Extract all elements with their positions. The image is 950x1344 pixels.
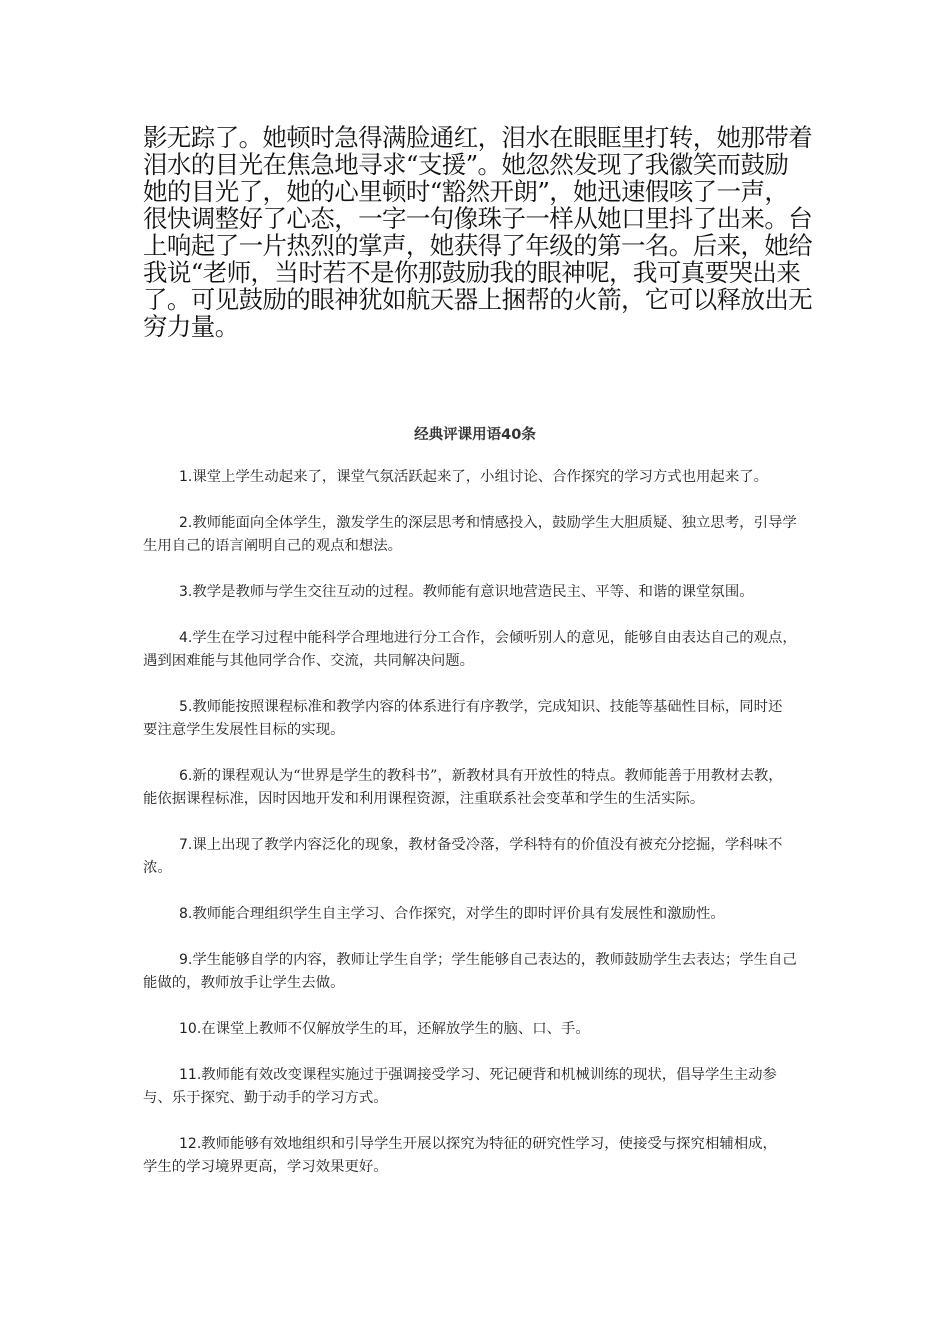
item-continuation: 能依据课程标准，因时因地开发和利用课程资源，注重联系社会变革和学生的生活实际。 (143, 791, 705, 807)
item-text: 学生能够自学的内容，教师让学生自学；学生能够自己表达的，教师鼓励学生去表达；学生自己 (192, 952, 797, 968)
item-number: 5. (179, 699, 193, 715)
item-continuation: 生用自己的语言阐明自己的观点和想法。 (143, 538, 403, 554)
item-first-line (143, 903, 815, 926)
list-item (143, 903, 815, 926)
item-first-line (143, 696, 815, 719)
intro-line: 她的目光了，她的心里顿时“豁然开朗”，她迅速假咳了一声， (143, 177, 789, 206)
item-text: 教学是教师与学生交往互动的过程。教师能有意识地营造民主、平等、和谐的课堂氛围。 (192, 584, 754, 600)
item-number: 12. (179, 1136, 202, 1152)
item-continuation: 能做的，教师放手让学生去做。 (143, 975, 345, 991)
item-number: 3. (179, 584, 193, 600)
evaluation-list (143, 466, 815, 1202)
list-item (143, 466, 815, 489)
item-continuation: 与、乐于探究、勤于动手的学习方式。 (143, 1090, 388, 1106)
item-number: 2. (179, 515, 193, 531)
intro-line: 上响起了一片热烈的掌声，她获得了年级的第一名。后来，她给 (143, 231, 813, 260)
item-continuation: 要注意学生发展性目标的实现。 (143, 722, 345, 738)
list-item (143, 949, 815, 995)
item-first-line (143, 765, 815, 788)
item-number: 8. (179, 906, 193, 922)
list-item (143, 765, 815, 811)
list-item (143, 696, 815, 742)
list-item (143, 1018, 815, 1041)
item-number: 6. (179, 768, 193, 784)
item-text: 教师能有效改变课程实施过于强调接受学习、死记硬背和机械训练的现状，倡导学生主动参 (201, 1067, 777, 1083)
item-number: 10. (179, 1021, 202, 1037)
list-item (143, 581, 815, 604)
item-first-line (143, 1018, 815, 1041)
item-continuation: 遇到困难能与其他同学合作、交流，共同解决问题。 (143, 653, 474, 669)
item-number: 1. (179, 469, 193, 485)
item-first-line (143, 834, 815, 857)
item-text: 教师能按照课程标准和教学内容的体系进行有序教学，完成知识、技能等基础性目标，同时还 (192, 699, 783, 715)
list-item (143, 834, 815, 880)
item-text: 教师能面向全体学生，激发学生的深层思考和情感投入，鼓励学生大胆质疑、独立思考，引导学 (192, 515, 797, 531)
item-number: 9. (179, 952, 193, 968)
item-first-line (143, 512, 815, 535)
intro-line: 影无踪了。她顿时急得满脸通红，泪水在眼眶里打转，她那带着 (143, 123, 813, 152)
item-first-line (143, 627, 815, 650)
intro-line: 泪水的目光在焦急地寻求“支援”。她忽然发现了我徽笑而鼓励 (143, 150, 789, 179)
item-text: 在课堂上教师不仅解放学生的耳，还解放学生的脑、口、手。 (201, 1021, 590, 1037)
item-first-line (143, 1064, 815, 1087)
intro-line: 了。可见鼓励的眼神犹如航天器上捆帮的火箭，它可以释放出无 (143, 285, 813, 314)
item-continuation: 浓。 (143, 860, 172, 876)
item-text: 课上出现了教学内容泛化的现象，教材备受冷落，学科特有的价值没有被充分挖掘，学科味不 (192, 837, 783, 853)
item-first-line (143, 949, 815, 972)
section-title: 经典评课用语40条 (414, 427, 536, 443)
item-text: 新的课程观认为“世界是学生的教科书”，新教材具有开放性的特点。教师能善于用教材去教， (192, 768, 783, 784)
item-first-line (143, 581, 815, 604)
item-first-line (143, 1133, 815, 1156)
item-number: 11. (179, 1067, 202, 1083)
item-first-line (143, 466, 815, 489)
intro-line: 我说“老师，当时若不是你那鼓励我的眼神呢，我可真要哭出来 (143, 258, 801, 287)
list-item (143, 627, 815, 673)
item-text: 教师能合理组织学生自主学习、合作探究，对学生的即时评价具有发展性和激励性。 (192, 906, 725, 922)
intro-line: 穷力量。 (143, 312, 239, 341)
item-text: 课堂上学生动起来了，课堂气氛活跃起来了，小组讨论、合作探究的学习方式也用起来了。 (192, 469, 768, 485)
item-number: 7. (179, 837, 193, 853)
item-text: 学生在学习过程中能科学合理地进行分工合作，会倾听别人的意见，能够自由表达自己的观点， (192, 630, 797, 646)
item-continuation: 学生的学习境界更高，学习效果更好。 (143, 1159, 388, 1175)
list-item (143, 1064, 815, 1110)
item-number: 4. (179, 630, 193, 646)
list-item (143, 1133, 815, 1179)
list-item (143, 512, 815, 558)
intro-paragraph (143, 124, 813, 340)
item-text: 教师能够有效地组织和引导学生开展以探究为特征的研究性学习，使接受与探究相辅相成， (201, 1136, 777, 1152)
intro-line: 很快调整好了心态，一字一句像珠子一样从她口里抖了出来。台 (143, 204, 813, 233)
